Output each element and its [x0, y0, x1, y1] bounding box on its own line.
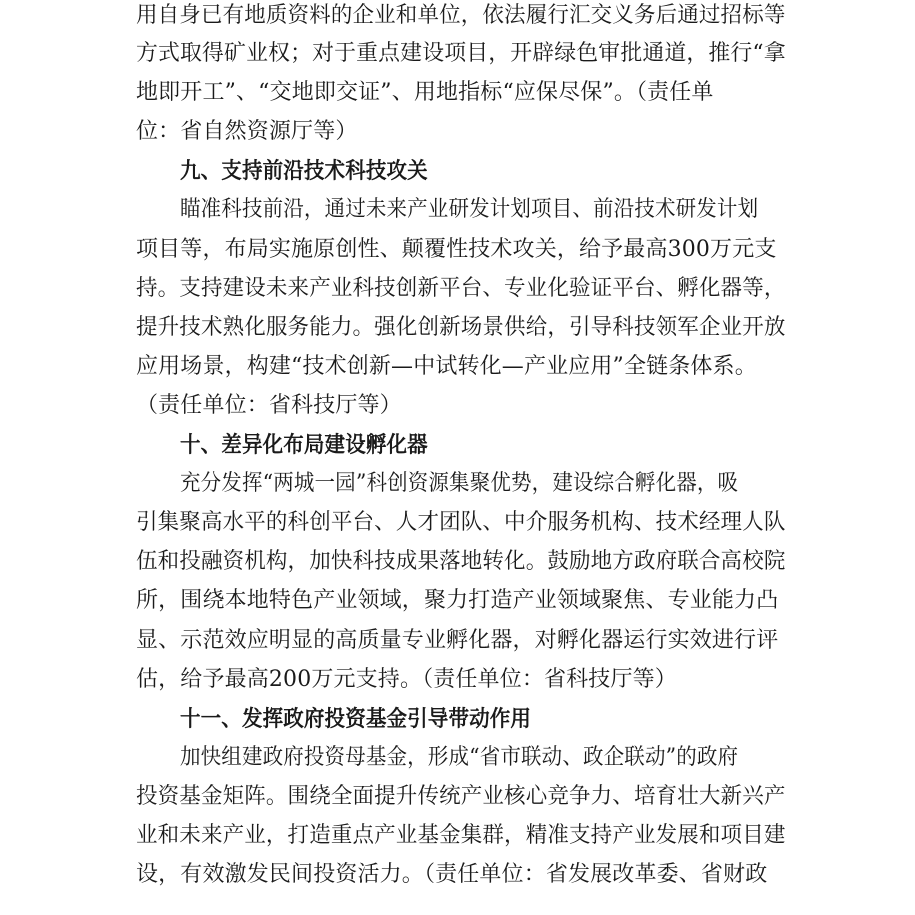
text-line: 显、示范效应明显的高质量专业孵化器，对孵化器运行实效进行评 [136, 628, 779, 653]
section-heading: 十、差异化布局建设孵化器 [180, 432, 428, 458]
text-line: 所，围绕本地特色产业领域，聚力打造产业领域聚焦、专业能力凸 [136, 588, 779, 613]
text-line: 加快组建政府投资母基金，形成“省市联动、政企联动”的政府 [180, 745, 739, 770]
text-line: 位：省自然资源厅等） [136, 119, 358, 144]
text-line: 瞄准科技前沿，通过未来产业研发计划项目、前沿技术研发计划 [180, 197, 759, 222]
text-line: 估，给予最高200万元支持。（责任单位：省科技厅等） [136, 667, 677, 692]
section-heading: 十一、发挥政府投资基金引导带动作用 [180, 706, 532, 732]
text-line: 设，有效激发民间投资活力。（责任单位：省发展改革委、省财政 [136, 862, 768, 887]
text-line: 伍和投融资机构，加快科技成果落地转化。鼓励地方政府联合高校院 [136, 549, 786, 574]
section-heading: 九、支持前沿技术科技攻关 [180, 158, 428, 184]
text-line: 项目等，布局实施原创性、颠覆性技术攻关，给予最高300万元支 [136, 237, 777, 262]
text-line: 充分发挥“两城一园”科创资源集聚优势，建设综合孵化器，吸 [180, 471, 739, 496]
text-line: 投资基金矩阵。围绕全面提升传统产业核心竞争力、培育壮大新兴产 [136, 784, 786, 809]
text-line: 提升技术熟化服务能力。强化创新场景供给，引导科技领军企业开放 [136, 315, 786, 340]
text-line: 持。支持建设未来产业科技创新平台、专业化验证平台、孵化器等， [136, 276, 786, 301]
text-line: 方式取得矿业权；对于重点建设项目，开辟绿色审批通道，推行“拿 [136, 41, 786, 66]
text-line: 引集聚高水平的科创平台、人才团队、中介服务机构、技术经理人队 [136, 510, 786, 535]
text-line: 应用场景，构建“技术创新—中试转化—产业应用”全链条体系。 [136, 354, 757, 379]
text-line: 用自身已有地质资料的企业和单位，依法履行汇交义务后通过招标等 [136, 3, 786, 28]
text-line: （责任单位：省科技厅等） [136, 393, 402, 418]
text-line: 地即开工”、“交地即交证”、用地指标“应保尽保”。（责任单 [136, 80, 714, 105]
text-line: 业和未来产业，打造重点产业基金集群，精准支持产业发展和项目建 [136, 823, 786, 848]
